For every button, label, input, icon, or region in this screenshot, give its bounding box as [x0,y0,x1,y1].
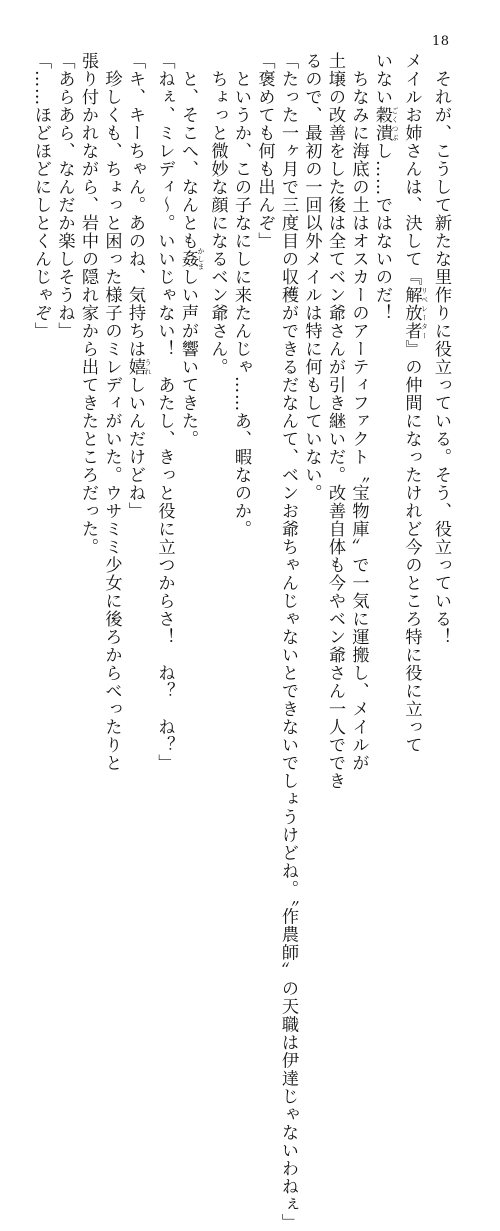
text-segment: ちなみに海底の土はオスカーのアーティファクト〝宝物庫〟で一気に運搬し、メイルが [348,52,369,772]
text-line [176,52,206,662]
text-line [152,52,176,772]
ruby-reading: うれ [144,358,152,376]
ruby-base: 姦 [178,247,198,271]
text-segment: 珍しくも、ちょっと困った様子のミレディがいた。ウサミミ少女に後ろからべったりと [101,52,122,772]
ruby-annotation [125,358,152,376]
text-segment: というか、この子なにしに来たんじゃ……あ、暇なのか。 [231,52,251,538]
text-line [99,52,123,772]
text-line [346,52,370,772]
text-segment: るので、最初の一回以外メイルは特に何もしていない。 [301,52,322,502]
page-number: 18 [432,34,450,49]
text-segment: ちょっと微妙な顔になるベン爺さん。 [207,52,228,376]
ruby-base: 穀潰 [372,106,392,142]
text-segment: それが、こうして新たな里作りに役立っている。そう、役立っている！ [431,52,451,646]
text-line [76,52,100,662]
ruby-reading: ごくつぶ [391,106,399,142]
ruby-annotation [372,106,399,142]
text-segment: し……ではないのだ！ [372,142,392,322]
text-segment: 張り付かれながら、岩中の隠れ家から出てきたところだった。 [78,52,98,556]
text-line [323,52,347,790]
text-line [252,52,276,662]
text-segment: 「ねぇ、ミレディ～。いいじゃない！ あたし、きっと役に立つからさ！ ね？ ね？」 [154,52,175,772]
text-line [29,52,53,662]
text-segment: 「……ほどほどにしとくんじゃぞ」 [31,52,51,340]
text-segment: 「褒めても何も出んぞ」 [254,52,275,250]
text-line [429,52,453,662]
text-segment: 「キ、キーちゃん。あのね、気持ちは [125,52,145,358]
text-line [229,52,253,662]
text-line [276,52,300,1231]
ruby-base: 嬉 [125,358,145,376]
text-segment: 「あらあら、なんだか楽しそうね」 [54,52,75,340]
text-line [52,52,76,662]
text-segment: と、そこへ、なんとも [178,52,198,250]
text-segment: しい声が響いてきた。 [178,268,198,448]
text-line [205,52,229,662]
ruby-reading: かしま [197,247,205,271]
text-segment: 土壌の改善をした後は全てベン爺さんが引き継いだ。改善自体も今やベン爺さん一人ででき [325,52,345,790]
novel-text-body [31,52,452,1231]
text-line [123,52,153,662]
ruby-annotation [178,247,205,271]
text-segment: いない [372,52,392,106]
ruby-annotation [401,286,429,340]
text-segment: しいんだけどね」 [125,376,145,520]
ruby-base: 解放者 [401,286,422,340]
text-segment: 』の仲間になったけれど今のところ特に役に立って [401,340,422,754]
text-segment: メイルお姉さんは、決して『 [401,52,422,286]
text-line [399,52,429,754]
text-segment: 「たった一ヶ月で三度目の収穫ができるだなんて、ベンお爺ちゃんじゃないとできないでしょうけどね。〝作農師〟の天職は伊達じゃないわねぇ」 [278,52,298,1231]
text-line [299,52,323,662]
text-line [370,52,400,662]
ruby-reading: リベレーター [420,286,429,340]
